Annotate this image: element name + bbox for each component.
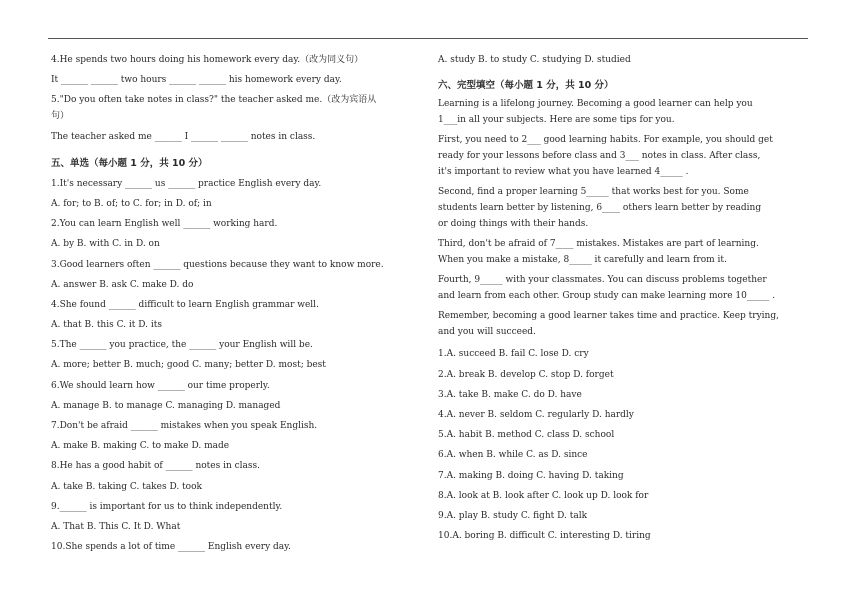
mc-question: 5.The ______ you practice, the ______ your English will be. [51, 340, 313, 351]
passage-line: and you will succeed. [438, 327, 536, 338]
mc-question: 9.______ is important for us to think independently. [51, 501, 283, 512]
cloze-option: 7.A. making B. doing C. having D. taking [438, 470, 624, 481]
passage-line: When you make a mistake, 8_____ it carefully and learn from it. [438, 255, 727, 266]
passage-line: students learn better by listening, 6____ others learn better by reading [438, 203, 762, 214]
passage-line: or doing things with their hands. [438, 219, 589, 230]
rewrite-q5: 5."Do you often take notes in class?" the teacher asked me.（改为宾语从 [51, 95, 377, 106]
mc-options: A. for; to B. of; to C. for; in D. of; in [51, 198, 212, 209]
passage-line: it's important to review what you have learned 4_____ . [438, 167, 689, 178]
mc-options: A. take B. taking C. takes D. took [51, 481, 202, 492]
passage-line: Remember, becoming a good learner takes time and practice. Keep trying, [438, 311, 779, 322]
mc-options: A. make B. making C. to make D. made [51, 441, 230, 452]
cloze-option: 10.A. boring B. difficult C. interesting D. tiring [438, 531, 651, 542]
cloze-option: 1.A. succeed B. fail C. lose D. cry [438, 349, 589, 360]
passage-line: Learning is a lifelong journey. Becoming a good learner can help you [438, 99, 753, 110]
passage-paragraph [438, 96, 810, 128]
passage-paragraph [438, 308, 810, 340]
mc-options: A. That B. This C. It D. What [51, 521, 181, 532]
mc-question: 1.It's necessary ______ us ______ practice English every day. [51, 178, 322, 189]
rewrite-q4: 4.He spends two hours doing his homework every day.（改为同义句） [51, 55, 364, 65]
cloze-option: 8.A. look at B. look after C. look up D. look for [438, 490, 649, 501]
cloze-option: 3.A. take B. make C. do D. have [438, 389, 582, 400]
mc-question: 6.We should learn how ______ our time properly. [51, 380, 270, 391]
right-column [438, 50, 810, 546]
passage-line: Fourth, 9_____ with your classmates. You can discuss problems together [438, 275, 767, 286]
rewrite-q4-answer: It ______ ______ two hours ______ ______ his homework every day. [51, 75, 342, 86]
passage-paragraph [438, 236, 810, 268]
passage-line: Third, don't be afraid of 7____ mistakes. Mistakes are part of learning. [438, 239, 759, 250]
section5-heading: 五、单选（每小题 1 分，共 10 分） [51, 157, 208, 169]
passage-line: 1___in all your subjects. Here are some tips for you. [438, 115, 675, 126]
mc-options: A. by B. with C. in D. on [51, 239, 160, 250]
mc-question: 3.Good learners often ______ questions because they want to know more. [51, 259, 384, 270]
cloze-option: 9.A. play B. study C. fight D. talk [438, 510, 588, 521]
passage-line: Second, find a proper learning 5_____ that works best for you. Some [438, 187, 749, 198]
top-rule [48, 38, 808, 39]
mc-question: 2.You can learn English well ______ working hard. [51, 219, 278, 230]
mc-question: 8.He has a good habit of ______ notes in class. [51, 461, 261, 472]
mc-options: A. that B. this C. it D. its [51, 320, 162, 331]
mc-question: 4.She found ______ difficult to learn English grammar well. [51, 299, 319, 310]
mc-options: A. manage B. to manage C. managing D. managed [51, 400, 281, 411]
mc-question: 10.She spends a lot of time ______ English every day. [51, 542, 291, 553]
cloze-option: 4.A. never B. seldom C. regularly D. hardly [438, 409, 634, 420]
rewrite-q5-cont: 句） [51, 111, 70, 122]
passage-paragraph [438, 184, 810, 232]
cloze-option: 2.A. break B. develop C. stop D. forget [438, 369, 614, 380]
mc-question: 7.Don't be afraid ______ mistakes when you speak English. [51, 421, 318, 431]
cloze-option: 5.A. habit B. method C. class D. school [438, 430, 615, 441]
mc-options: A. more; better B. much; good C. many; better D. most; best [51, 360, 326, 371]
passage-line: First, you need to 2___ good learning habits. For example, you should get [438, 135, 773, 146]
passage-paragraph [438, 132, 810, 180]
passage-line: ready for your lessons before class and 3___ notes in class. After class, [438, 151, 761, 162]
passage-paragraph [438, 272, 810, 304]
left-column [51, 50, 421, 557]
rewrite-q5-answer: The teacher asked me ______ I ______ ______ notes in class. [51, 132, 316, 143]
section6-heading: 六、完型填空（每小题 1 分，共 10 分） [438, 80, 614, 92]
cloze-option: 6.A. when B. while C. as D. since [438, 450, 588, 461]
mc-q10-options: A. study B. to study C. studying D. studied [438, 55, 631, 65]
passage-line: and learn from each other. Group study can make learning more 10_____ . [438, 291, 776, 302]
mc-options: A. answer B. ask C. make D. do [51, 279, 194, 290]
